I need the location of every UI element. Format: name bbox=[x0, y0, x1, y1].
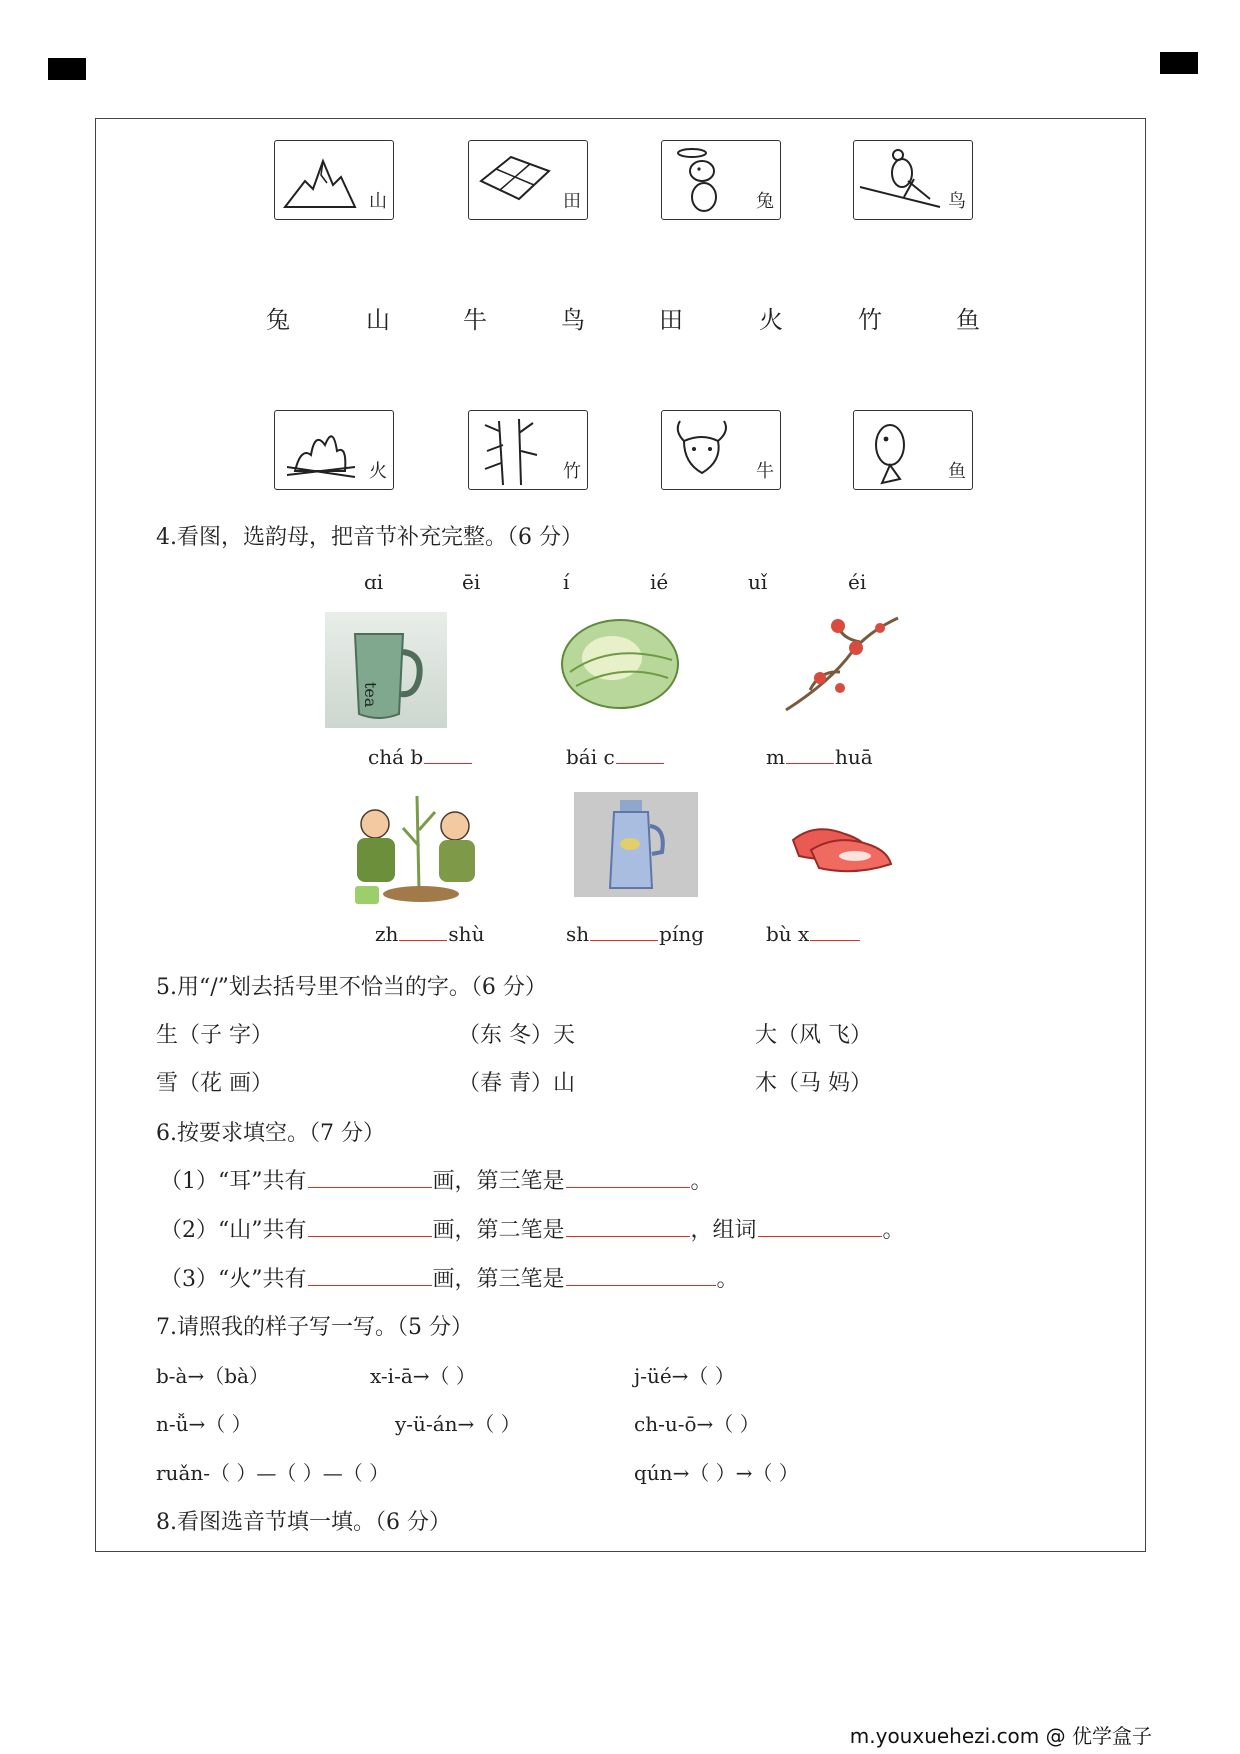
q5-item[interactable]: 木（马 妈） bbox=[755, 1071, 872, 1096]
ancient-glyph: 竹 bbox=[563, 461, 581, 482]
char-2[interactable]: 山 bbox=[366, 306, 390, 334]
ancient-glyph: 火 bbox=[369, 461, 387, 482]
answer-blank[interactable] bbox=[616, 762, 664, 764]
q5-item[interactable]: （春 青）山 bbox=[458, 1071, 575, 1096]
ancient-glyph: 鸟 bbox=[948, 191, 966, 212]
q7-item[interactable]: n-ǚ→（ ） bbox=[156, 1412, 252, 1436]
syllable-tea-cup: chá b bbox=[368, 745, 473, 769]
q7-item[interactable]: x-i-ā→（ ） bbox=[370, 1364, 476, 1388]
answer-blank[interactable] bbox=[566, 1186, 690, 1188]
final-option[interactable]: ié bbox=[650, 570, 669, 594]
syllable-thermos: sh píng bbox=[566, 922, 705, 946]
q5-item[interactable]: 雪（花 画） bbox=[156, 1071, 273, 1096]
q6-title: 6.按要求填空。（7 分） bbox=[156, 1121, 385, 1146]
plum-blossom-image bbox=[780, 612, 905, 720]
char-1[interactable]: 兔 bbox=[266, 306, 290, 334]
answer-blank[interactable] bbox=[566, 1284, 716, 1286]
answer-blank[interactable] bbox=[566, 1235, 690, 1237]
answer-blank[interactable] bbox=[308, 1186, 432, 1188]
thermos-image bbox=[574, 792, 698, 897]
answer-blank[interactable] bbox=[308, 1284, 432, 1286]
q7-item[interactable]: j-üé→（ ） bbox=[634, 1364, 735, 1388]
tea-cup-image bbox=[325, 612, 447, 728]
corner-mark-right bbox=[1160, 52, 1198, 74]
corner-mark-left bbox=[48, 58, 86, 80]
char-7[interactable]: 竹 bbox=[858, 306, 882, 334]
answer-blank[interactable] bbox=[758, 1235, 882, 1237]
final-option[interactable]: ɑi bbox=[364, 570, 384, 594]
q5-title: 5.用“/”划去括号里不恰当的字。（6 分） bbox=[156, 975, 547, 1000]
q6-line-3: （3）“火”共有 画，第三笔是 。 bbox=[160, 1267, 739, 1292]
char-8[interactable]: 鱼 bbox=[956, 306, 980, 334]
q5-item[interactable]: （东 冬）天 bbox=[458, 1023, 575, 1048]
ancient-glyph: 山 bbox=[369, 191, 387, 212]
picture-mountain[interactable] bbox=[274, 140, 394, 220]
syllable-plum-blossom: m huā bbox=[766, 745, 873, 769]
site-footer[interactable]: m.youxuehezi.com @ 优学盒子 bbox=[849, 1724, 1152, 1748]
final-option[interactable]: uǐ bbox=[748, 570, 768, 594]
answer-blank[interactable] bbox=[424, 762, 472, 764]
picture-fish[interactable] bbox=[853, 410, 973, 490]
q6-line-2: （2）“山”共有 画，第二笔是 ，组词 。 bbox=[160, 1218, 905, 1243]
char-5[interactable]: 田 bbox=[659, 306, 683, 334]
cabbage-image bbox=[552, 612, 682, 717]
q7-item[interactable]: ruǎn-（ ）—（ ）—（ ） bbox=[156, 1461, 390, 1485]
q5-item[interactable]: 生（子 字） bbox=[156, 1023, 273, 1048]
ancient-glyph: 田 bbox=[563, 191, 581, 212]
ancient-glyph: 牛 bbox=[756, 461, 774, 482]
q7-item[interactable]: ch-u-ō→（ ） bbox=[634, 1412, 760, 1436]
char-4[interactable]: 鸟 bbox=[561, 306, 585, 334]
final-option[interactable]: í bbox=[563, 570, 570, 594]
syllable-plant-tree: zh shù bbox=[375, 922, 485, 946]
answer-blank[interactable] bbox=[786, 762, 834, 764]
cup-label: tea bbox=[361, 682, 380, 708]
q8-title: 8.看图选音节填一填。（6 分） bbox=[156, 1510, 451, 1535]
answer-blank[interactable] bbox=[590, 939, 658, 941]
q7-item[interactable]: y-ü-án→（ ） bbox=[395, 1412, 521, 1436]
q7-example: b-à→（bà） bbox=[156, 1364, 269, 1388]
picture-ox[interactable] bbox=[661, 410, 781, 490]
picture-bird[interactable] bbox=[853, 140, 973, 220]
picture-bamboo[interactable] bbox=[468, 410, 588, 490]
q6-line-1: （1）“耳”共有 画，第三笔是 。 bbox=[160, 1169, 713, 1194]
ancient-glyph: 兔 bbox=[756, 191, 774, 212]
picture-field[interactable] bbox=[468, 140, 588, 220]
cloth-shoes-image bbox=[785, 800, 900, 885]
q7-item[interactable]: qún→（ ）→（ ） bbox=[634, 1461, 799, 1485]
final-option[interactable]: ēi bbox=[462, 570, 481, 594]
q5-item[interactable]: 大（风 飞） bbox=[755, 1023, 872, 1048]
planting-trees-image bbox=[335, 790, 500, 912]
final-option[interactable]: éi bbox=[848, 570, 867, 594]
syllable-cloth-shoes: bù x bbox=[766, 922, 861, 946]
picture-fire[interactable] bbox=[274, 410, 394, 490]
answer-blank[interactable] bbox=[308, 1235, 432, 1237]
char-3[interactable]: 牛 bbox=[463, 306, 487, 334]
answer-blank[interactable] bbox=[399, 939, 447, 941]
q7-title: 7.请照我的样子写一写。（5 分） bbox=[156, 1315, 473, 1340]
char-6[interactable]: 火 bbox=[759, 306, 783, 334]
q4-title: 4.看图，选韵母，把音节补充完整。（6 分） bbox=[156, 525, 583, 550]
picture-rabbit[interactable] bbox=[661, 140, 781, 220]
ancient-glyph: 鱼 bbox=[948, 461, 966, 482]
answer-blank[interactable] bbox=[810, 939, 860, 941]
syllable-cabbage: bái c bbox=[566, 745, 665, 769]
